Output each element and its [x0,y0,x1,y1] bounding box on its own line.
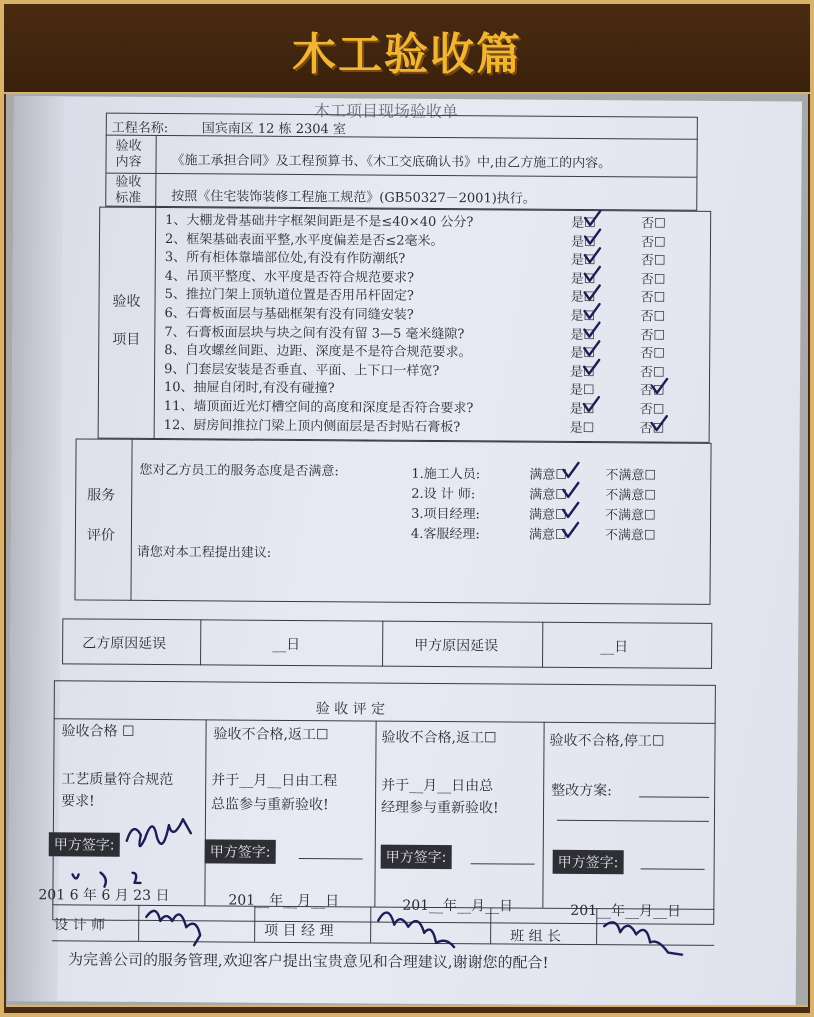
eval-col1-head: 验收合格 ☐ [61,723,135,740]
item-question: 5、推拉门架上顶轨道位置是否用吊杆固定? [164,287,414,305]
standard-text: 按照《住宅装饰装修工程施工规范》(GB50327－2001)执行。 [171,189,536,207]
item-no-checkbox[interactable]: 否☐ [640,327,666,344]
check-mark [563,523,578,537]
item-no-checkbox[interactable]: 否☐ [640,309,666,325]
check-mark [584,397,599,411]
suggestion-label: 请您对本工程提出建议: [136,544,272,561]
foreman-signature [604,922,682,954]
check-mark [563,463,578,477]
item-yes-checkbox[interactable]: 是☐ [569,383,595,399]
item-no-checkbox[interactable]: 否☐ [640,346,665,362]
delay-party-b-days: __日 [272,636,301,654]
eval-col4-line1: 整改方案: [551,782,612,800]
delay-party-a: 甲方原因延误 [414,637,499,655]
checkmarks-service [563,463,579,537]
item-yes-checkbox[interactable]: 是☐ [569,401,595,418]
content-label: 验收内容 [115,138,142,170]
item-no-checkbox[interactable]: 否☐ [640,290,666,306]
staff-foreman: 班 组 长 [510,928,562,945]
check-mark [584,360,599,374]
item-no-checkbox[interactable]: 否☐ [640,234,666,251]
form-photo [6,94,808,1007]
eval-col1-line2: 要求! [61,793,95,810]
eval-col3-line2: 经理参与重新验收! [380,799,499,817]
eval-col3-line1: 并于__月__日由总 [381,777,494,795]
eval-col1-sign: 甲方签字: [49,832,120,856]
item-question: 7、石膏板面层块与块之间有没有留 3—5 毫米缝隙? [164,324,465,342]
service-question: 您对乙方员工的服务态度是否满意: [139,462,339,480]
eval-col4-date: 201__年__月__日 [570,902,682,920]
service-label-2: 评价 [86,527,115,544]
item-yes-checkbox[interactable]: 是☐ [570,364,595,380]
satisfied-checkbox[interactable]: 满意☐ [528,527,567,543]
client-signature [127,819,191,847]
delay-party-b: 乙方原因延误 [82,635,167,653]
item-question: 8、自攻螺丝间距、边距、深度是不是符合规范要求。 [164,343,472,361]
item-question: 3、所有柜体靠墙部位处,有没有作防潮纸? [164,250,406,267]
eval-col4-sign: 甲方签字: [553,850,624,874]
items-label-1: 验收 [112,293,141,310]
eval-col2-head: 验收不合格,返工☐ [213,726,329,744]
check-mark [585,248,600,262]
item-yes-checkbox[interactable]: 是☐ [570,234,596,250]
item-question: 12、厨房间推拉门梁上顶内侧面层是否封贴石膏板? [163,417,461,435]
item-question: 1、大棚龙骨基础井字框架间距是不是≤40×40 公分? [165,213,474,231]
title-banner [4,4,810,94]
project-label: 工程名称: [111,120,169,137]
check-mark [584,323,599,337]
item-no-checkbox[interactable]: 否☐ [640,272,666,288]
item-yes-checkbox[interactable]: 是☐ [570,327,596,343]
content-text: 《施工承担合同》及工程预算书、《木工交底确认书》中,由乙方施工的内容。 [171,153,612,172]
eval-col3-head: 验收不合格,返工☐ [381,729,497,747]
service-role: 3.项目经理: [411,506,480,523]
eval-col2-sign: 甲方签字: [205,839,276,863]
staff-designer: 设 计 师 [54,917,106,934]
item-question: 10、抽屉自闭时,有没有碰撞? [163,380,335,397]
service-role: 4.客服经理: [410,526,480,543]
item-question: 2、框架基础表面平整,水平度偏差是否≤2毫米。 [164,231,444,249]
item-no-checkbox[interactable]: 否☐ [639,383,665,399]
designer-signature [146,911,200,946]
project-value: 国宾南区 12 栋 2304 室 [201,121,346,138]
evaluation-title: 验 收 评 定 [315,701,386,718]
item-no-checkbox[interactable]: 否☐ [639,402,665,418]
check-mark [585,267,600,281]
unsatisfied-checkbox[interactable]: 不满意☐ [604,528,656,544]
item-yes-checkbox[interactable]: 是☐ [571,215,596,232]
banner-title: 木工验收篇 [292,29,522,80]
date-handwriting [72,872,140,886]
item-yes-checkbox[interactable]: 是☐ [569,420,595,436]
eval-col2-date: 201__年__月__日 [228,892,340,910]
standard-label: 验收标准 [115,174,142,206]
item-question: 9、门套层安装是否垂直、平面、上下口一样宽? [164,361,440,379]
item-yes-checkbox[interactable]: 是☐ [570,271,596,287]
check-mark [584,341,599,355]
form-title: 木工项目现场验收单 [313,101,458,122]
item-no-checkbox[interactable]: 否☐ [639,420,665,437]
unsatisfied-checkbox[interactable]: 不满意☐ [605,488,656,504]
item-question: 4、吊顶平整度、水平度是否符合规范要求? [164,268,415,286]
item-yes-checkbox[interactable]: 是☐ [570,290,596,306]
check-mark [584,304,599,318]
item-question: 6、石膏板面层与基础框架有没有同缝安装? [164,306,414,323]
items-label-2: 项目 [112,331,141,348]
item-no-checkbox[interactable]: 否☐ [640,365,665,381]
check-mark [652,416,667,430]
service-label-1: 服务 [87,487,116,504]
satisfied-checkbox[interactable]: 满意☐ [529,467,568,483]
unsatisfied-checkbox[interactable]: 不满意☐ [605,508,656,524]
staff-manager: 项 目 经 理 [264,922,334,940]
check-mark [585,285,600,299]
item-yes-checkbox[interactable]: 是☐ [570,253,596,269]
item-yes-checkbox[interactable]: 是☐ [570,308,596,325]
satisfied-checkbox[interactable]: 满意☐ [529,507,567,523]
item-no-checkbox[interactable]: 否☐ [640,253,666,269]
eval-col3-date: 201__年__月__日 [402,897,514,915]
footer-note: 为完善公司的服务管理,欢迎客户提出宝贵意见和合理建议,谢谢您的配合! [67,950,549,972]
checkmarks-items [584,211,669,430]
check-mark [563,483,578,497]
eval-col1-date: 201 6 年 6 月 23 日 [38,887,170,905]
item-question: 11、墙顶面近光灯槽空间的高度和深度是否符合要求? [163,399,474,417]
item-no-checkbox[interactable]: 否☐ [641,216,666,232]
eval-col3-sign: 甲方签字: [381,845,452,869]
satisfied-checkbox[interactable]: 满意☐ [529,487,567,503]
item-yes-checkbox[interactable]: 是☐ [570,346,595,362]
acceptance-form [8,96,802,1006]
eval-col2-line1: 并于__月__日由工程 [211,772,338,790]
handwriting-layer [8,96,802,1006]
check-mark [585,230,600,244]
service-role: 1.施工人员: [411,466,481,483]
eval-col4-head: 验收不合格,停工☐ [549,732,665,750]
check-mark [563,503,578,517]
eval-col2-line2: 总监参与重新验收! [211,796,329,814]
check-mark [585,211,600,225]
check-mark [652,379,667,393]
service-role: 2.设 计 师: [411,486,476,503]
eval-col1-line1: 工艺质量符合规范 [61,771,174,789]
delay-party-a-days: __日 [600,639,629,656]
unsatisfied-checkbox[interactable]: 不满意☐ [605,468,657,484]
manager-signature [378,912,454,947]
